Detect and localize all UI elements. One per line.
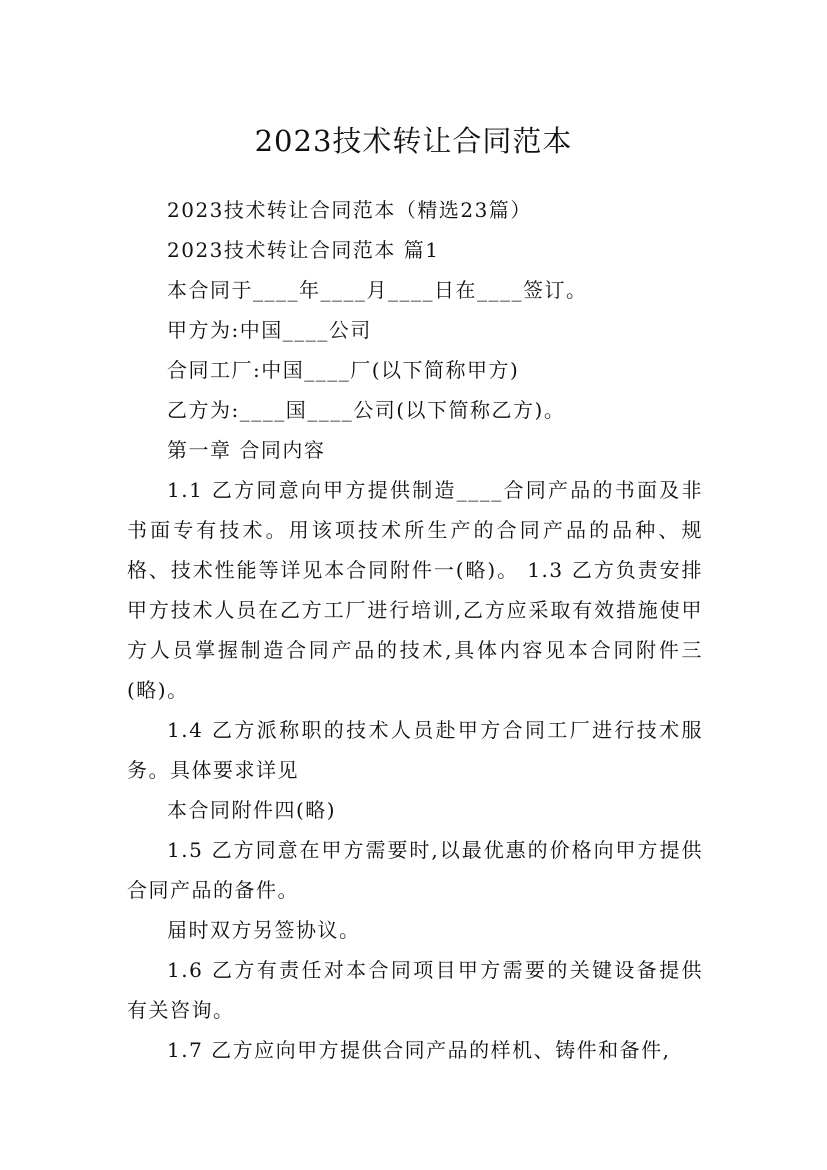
paragraph: 1.7 乙方应向甲方提供合同产品的样机、铸件和备件, bbox=[167, 1038, 671, 1062]
paragraph: 届时双方另签协议。 bbox=[167, 918, 361, 942]
paragraph: 合同工厂:中国____厂(以下简称甲方) bbox=[167, 358, 520, 382]
paragraph: 1.4 乙方派称职的技术人员赴甲方合同工厂进行技术服务。具体要求详见 bbox=[127, 718, 703, 782]
paragraph: 1.5 乙方同意在甲方需要时,以最优惠的价格向甲方提供合同产品的备件。 bbox=[127, 838, 703, 902]
chapter-heading: 第一章 合同内容 bbox=[167, 438, 326, 462]
paragraph: 本合同于____年____月____日在____签订。 bbox=[167, 278, 588, 302]
paragraph: 1.6 乙方有责任对本合同项目甲方需要的关键设备提供有关咨询。 bbox=[127, 958, 703, 1022]
document-body bbox=[127, 190, 703, 1070]
paragraph: 2023技术转让合同范本（精选23篇） bbox=[167, 198, 532, 222]
paragraph: 本合同附件四(略) bbox=[167, 798, 337, 822]
paragraph: 甲方为:中国____公司 bbox=[167, 318, 372, 342]
paragraph: 2023技术转让合同范本 篇1 bbox=[167, 238, 440, 262]
paragraph: 乙方为:____国____公司(以下简称乙方)。 bbox=[167, 398, 566, 422]
document-title: 2023技术转让合同范本 bbox=[254, 124, 573, 159]
paragraph: 1.1 乙方同意向甲方提供制造____合同产品的书面及非书面专有技术。用该项技术所生产的合同产品的品种、规格、技术性能等详见本合同附件一(略)。 1.3 乙方负责安排甲方技术人员在乙方工厂进行培训,乙方应采取有效措施使甲方人员掌握制造合同产品的技术,具体内容见本合同附件三(略)。 bbox=[127, 478, 703, 702]
